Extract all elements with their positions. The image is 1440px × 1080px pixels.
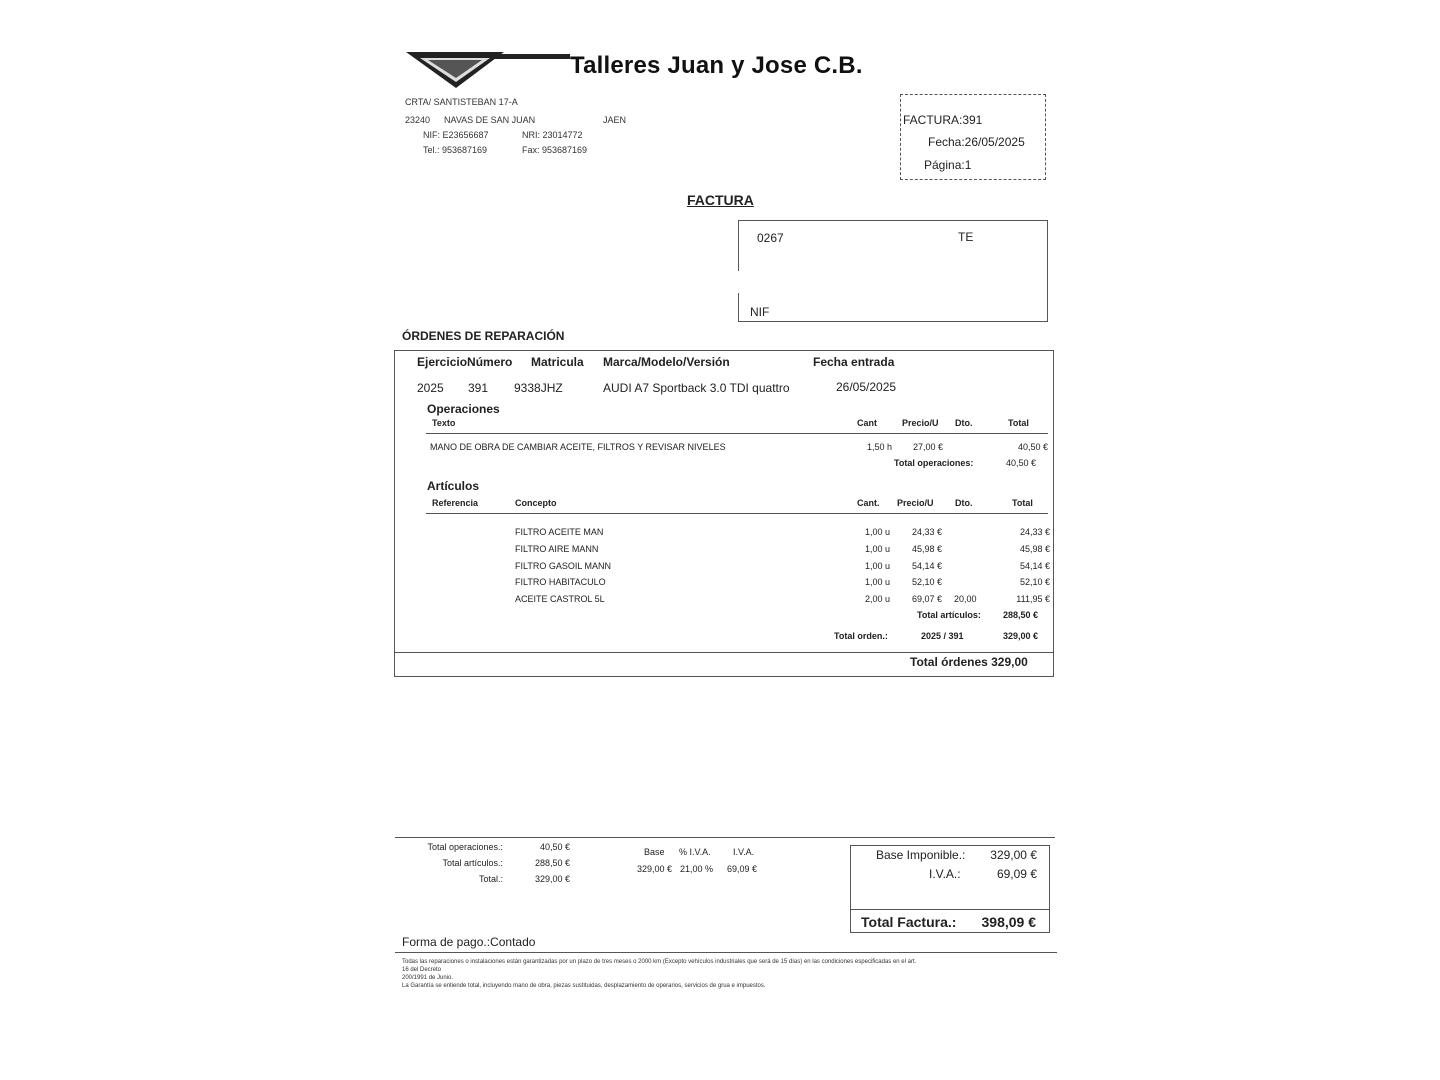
art-item-precio: 24,33 €	[911, 527, 942, 537]
art-item-total: 45,98 €	[1019, 544, 1050, 554]
tax-piva-header: % I.V.A.	[679, 847, 711, 857]
client-box	[738, 220, 1048, 322]
company-nri: NRI: 23014772	[522, 130, 583, 140]
client-tag: TE	[958, 230, 974, 244]
base-imponible-label: Base Imponible.:	[876, 848, 966, 862]
tax-iva-value: 69,09 €	[727, 864, 758, 874]
order-vehicle: AUDI A7 Sportback 3.0 TDI quattro	[603, 381, 790, 395]
company-logo	[404, 48, 572, 96]
art-item-precio: 69,07 €	[911, 594, 942, 604]
iva-total-value: 69,09 €	[996, 867, 1037, 881]
tax-iva-header: I.V.A.	[733, 847, 755, 857]
company-postal-code: 23240	[405, 115, 431, 125]
op-total-label: Total operaciones:	[894, 458, 974, 468]
company-nif: NIF: E23656687	[423, 130, 489, 140]
orders-section-title: ÓRDENES DE REPARACIÓN	[402, 329, 565, 343]
base-imponible-value: 329,00 €	[990, 848, 1037, 862]
company-tel: Tel.: 953687169	[423, 145, 488, 155]
iva-label: I.V.A.:	[929, 867, 961, 881]
art-item-total: 111,95 €	[1016, 594, 1050, 604]
legal-line: La Garantía se entiende total, incluyendo mano de obra, piezas sustituidas, desplazamiento de operarios, servicios de grua e impuestos.	[402, 983, 766, 989]
total-orden-label: Total orden.:	[834, 631, 888, 641]
sum-total-articulos-value: 288,50 €	[534, 858, 570, 868]
art-header-cant: Cant.	[857, 498, 880, 508]
articulos-title: Artículos	[427, 479, 480, 493]
summary-divider	[395, 837, 1055, 838]
art-item-cant: 1,00 u	[864, 544, 890, 554]
operaciones-divider	[426, 433, 1048, 434]
company-province: JAEN	[603, 115, 627, 125]
order-fecha: 26/05/2025	[836, 380, 897, 394]
op-header-cant: Cant	[857, 418, 877, 428]
op-item-texto: MANO DE OBRA DE CAMBIAR ACEITE, FILTROS Y REVISAR NIVELES	[430, 442, 726, 452]
art-header-total: Total	[1012, 498, 1033, 508]
op-item-precio: 27,00 €	[912, 442, 943, 452]
invoice-number: FACTURA:391	[903, 113, 983, 127]
art-item-concepto: FILTRO ACEITE MAN	[515, 527, 604, 537]
order-ejercicio: 2025	[417, 381, 444, 395]
art-header-precio: Precio/U	[897, 498, 934, 508]
op-total-value: 40,50 €	[1005, 458, 1036, 468]
company-fax: Fax: 953687169	[522, 145, 588, 155]
art-total-label: Total artículos:	[917, 610, 981, 620]
art-item-total: 52,10 €	[1019, 577, 1050, 587]
art-item-concepto: FILTRO HABITACULO	[515, 577, 606, 587]
art-item-total: 24,33 €	[1019, 527, 1050, 537]
orders-total-divider	[395, 652, 1053, 653]
legal-line: 200/1991 de Junio.	[402, 975, 454, 981]
total-factura-label: Total Factura.:	[861, 914, 957, 930]
company-name: Talleres Juan y Jose C.B.	[570, 52, 863, 79]
legal-line: Todas las reparaciones o instalaciones están garantizadas por un plazo de tres meses o 2000 km (Excepto vehículos industriales que será de 15 días) en las condiciones especificadas en el art.	[402, 959, 917, 965]
sum-total-label: Total.:	[478, 874, 503, 884]
sum-total-operaciones-label: Total operaciones.:	[427, 842, 503, 852]
tax-base-value: 329,00 €	[637, 864, 673, 874]
invoice-date: Fecha:26/05/2025	[928, 135, 1025, 149]
tax-piva-value: 21,00 %	[680, 864, 714, 874]
art-item-concepto: ACEITE CASTROL 5L	[515, 594, 605, 604]
document-title: FACTURA	[687, 192, 754, 208]
order-matricula: 9338JHZ	[514, 381, 563, 395]
header-ejercicio-numero: EjercicioNúmero	[417, 355, 513, 369]
op-item-cant: 1,50 h	[866, 442, 892, 452]
client-nif-label: NIF	[750, 305, 770, 319]
sum-total-articulos-label: Total artículos.:	[442, 858, 503, 868]
legal-line: 16 del Decreto	[402, 967, 442, 973]
company-address: CRTA/ SANTISTEBAN 17-A	[405, 97, 518, 107]
invoice-page: Página:1	[924, 158, 972, 172]
articulos-divider	[426, 513, 1048, 514]
art-item-cant: 2,00 u	[864, 594, 890, 604]
order-numero: 391	[468, 381, 489, 395]
operaciones-title: Operaciones	[427, 402, 500, 416]
art-total-value: 288,50 €	[1002, 610, 1038, 620]
op-header-precio: Precio/U	[902, 418, 939, 428]
forma-pago: Forma de pago.:Contado	[402, 935, 536, 949]
art-item-concepto: FILTRO GASOIL MANN	[515, 561, 612, 571]
header-fecha-entrada: Fecha entrada	[813, 355, 895, 369]
sum-total-value: 329,00 €	[534, 874, 570, 884]
op-header-dto: Dto.	[955, 418, 973, 428]
header-marca: Marca/Modelo/Versión	[603, 355, 730, 369]
op-header-texto: Texto	[432, 418, 456, 428]
art-item-dto: 20,00	[954, 594, 977, 604]
total-orden-value: 329,00 €	[1002, 631, 1038, 641]
tax-base-header: Base	[644, 847, 665, 857]
art-item-cant: 1,00 u	[864, 561, 890, 571]
art-item-total: 54,14 €	[1019, 561, 1050, 571]
total-orden-ref: 2025 / 391	[921, 631, 964, 641]
art-header-dto: Dto.	[955, 498, 973, 508]
total-factura-value: 398,09 €	[981, 914, 1036, 930]
art-item-concepto: FILTRO AIRE MANN	[515, 544, 599, 554]
company-town: NAVAS DE SAN JUAN	[444, 115, 536, 125]
art-item-precio: 45,98 €	[911, 544, 942, 554]
art-item-precio: 52,10 €	[911, 577, 942, 587]
total-ordenes: Total órdenes 329,00	[910, 655, 1028, 669]
totals-divider	[851, 909, 1049, 910]
sum-total-operaciones-value: 40,50 €	[539, 842, 570, 852]
client-code: 0267	[757, 231, 784, 245]
legal-divider	[395, 952, 1057, 953]
art-header-concepto: Concepto	[515, 498, 557, 508]
op-item-total: 40,50 €	[1017, 442, 1048, 452]
header-matricula: Matricula	[531, 355, 584, 369]
art-item-cant: 1,00 u	[864, 527, 890, 537]
art-item-precio: 54,14 €	[911, 561, 942, 571]
art-header-referencia: Referencia	[432, 498, 479, 508]
op-header-total: Total	[1008, 418, 1029, 428]
art-item-cant: 1,00 u	[864, 577, 890, 587]
